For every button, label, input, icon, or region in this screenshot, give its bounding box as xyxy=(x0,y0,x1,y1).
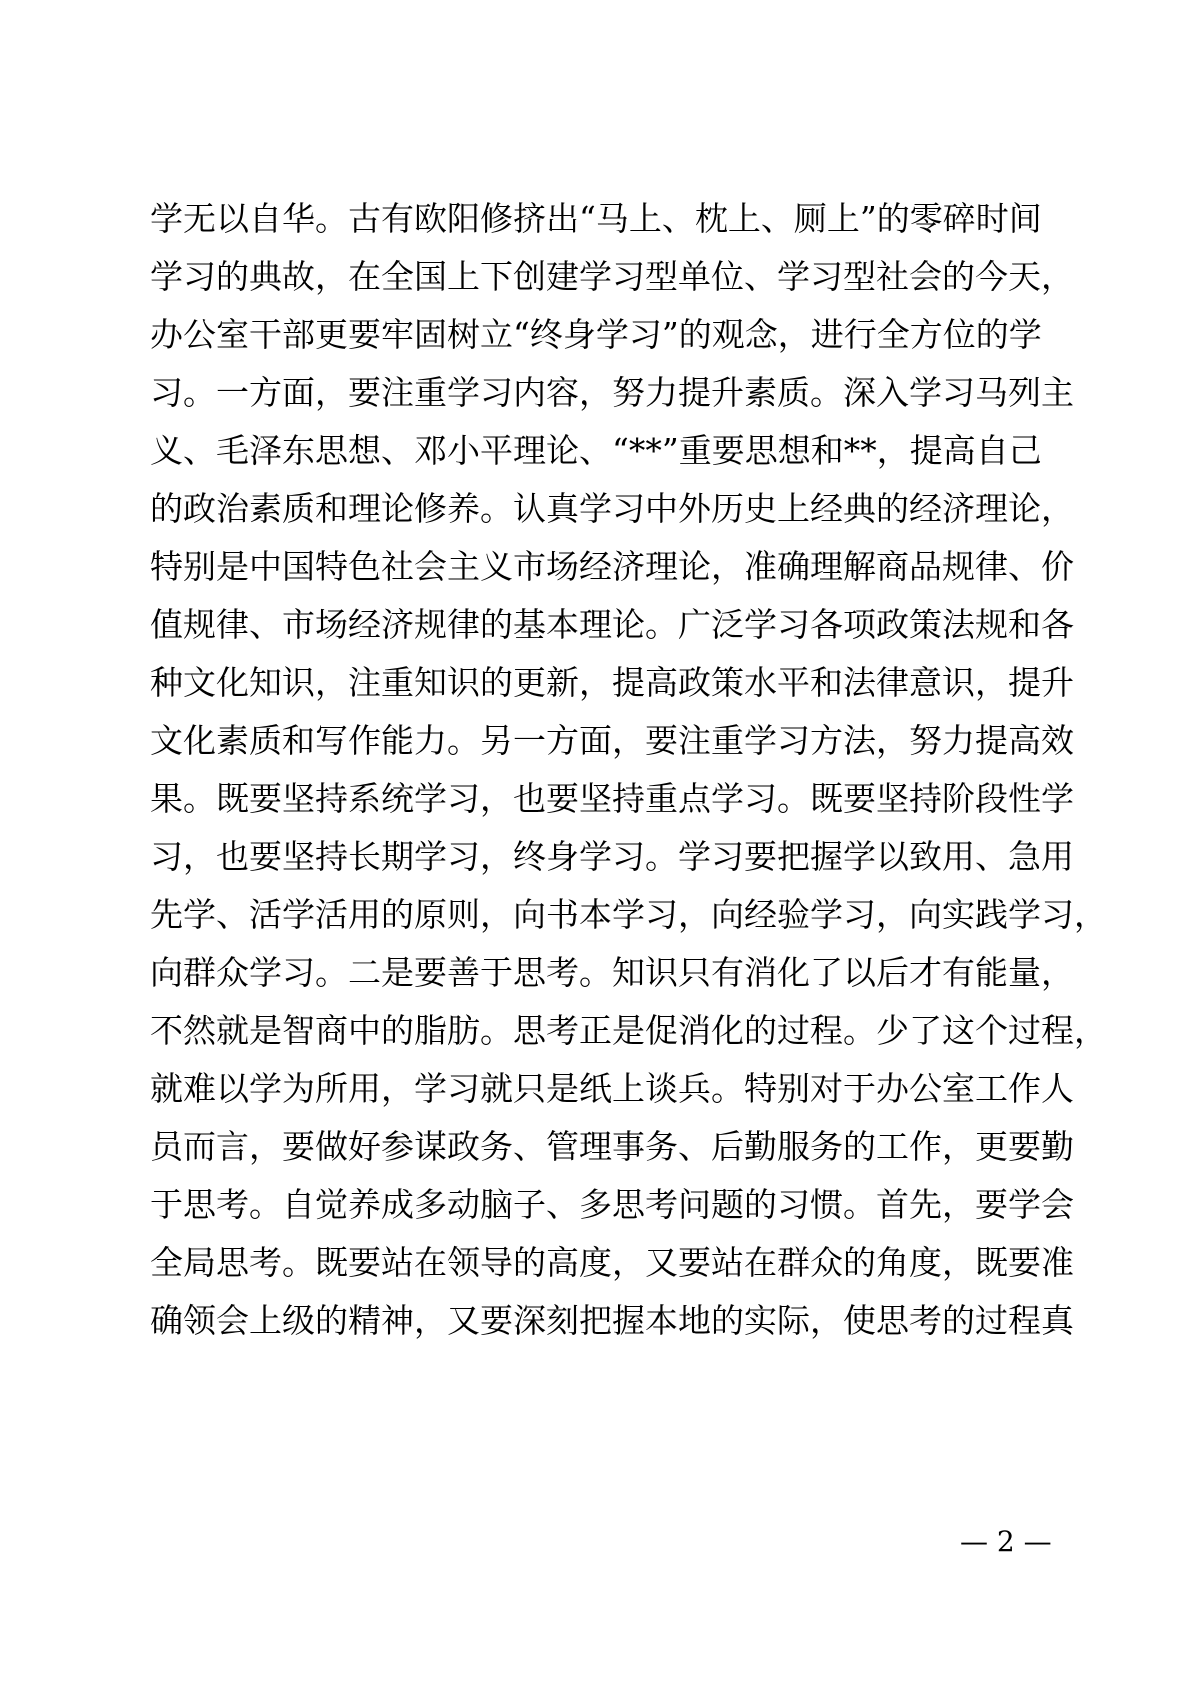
page-number: — 2 — xyxy=(960,1525,1052,1558)
text-line: 员而言，要做好参谋政务、管理事务、后勤服务的工作，更要勤 xyxy=(150,1127,1074,1166)
text-line: 习。一方面，要注重学习内容，努力提升素质。深入学习马列主 xyxy=(150,373,1074,412)
text-line: 先学、活学活用的原则，向书本学习，向经验学习，向实践学习， xyxy=(150,895,1107,934)
text-line: 不然就是智商中的脂肪。思考正是促消化的过程。少了这个过程， xyxy=(150,1011,1107,1050)
text-line: 于思考。自觉养成多动脑子、多思考问题的习惯。首先，要学会 xyxy=(150,1185,1074,1224)
text-line: 学习的典故，在全国上下创建学习型单位、学习型社会的今天， xyxy=(150,257,1074,296)
text-line: 特别是中国特色社会主义市场经济理论，准确理解商品规律、价 xyxy=(150,547,1074,586)
text-line: 果。既要坚持系统学习，也要坚持重点学习。既要坚持阶段性学 xyxy=(150,779,1074,818)
text-line: 全局思考。既要站在领导的高度，又要站在群众的角度，既要准 xyxy=(150,1243,1074,1282)
text-line: 的政治素质和理论修养。认真学习中外历史上经典的经济理论， xyxy=(150,489,1074,528)
text-line: 习，也要坚持长期学习，终身学习。学习要把握学以致用、急用 xyxy=(150,837,1074,876)
text-line: 值规律、市场经济规律的基本理论。广泛学习各项政策法规和各 xyxy=(150,605,1074,644)
text-line: 就难以学为所用，学习就只是纸上谈兵。特别对于办公室工作人 xyxy=(150,1069,1074,1108)
text-line: 确领会上级的精神，又要深刻把握本地的实际，使思考的过程真 xyxy=(150,1301,1074,1340)
text-line: 办公室干部更要牢固树立“终身学习”的观念，进行全方位的学 xyxy=(150,315,1042,354)
text-line: 种文化知识，注重知识的更新，提高政策水平和法律意识，提升 xyxy=(150,663,1074,702)
text-line: 学无以自华。古有欧阳修挤出“马上、枕上、厕上”的零碎时间 xyxy=(150,199,1042,238)
text-line: 向群众学习。二是要善于思考。知识只有消化了以后才有能量， xyxy=(150,953,1074,992)
text-line: 义、毛泽东思想、邓小平理论、“**”重要思想和**，提高自己 xyxy=(150,431,1042,470)
text-line: 文化素质和写作能力。另一方面，要注重学习方法，努力提高效 xyxy=(150,721,1074,760)
